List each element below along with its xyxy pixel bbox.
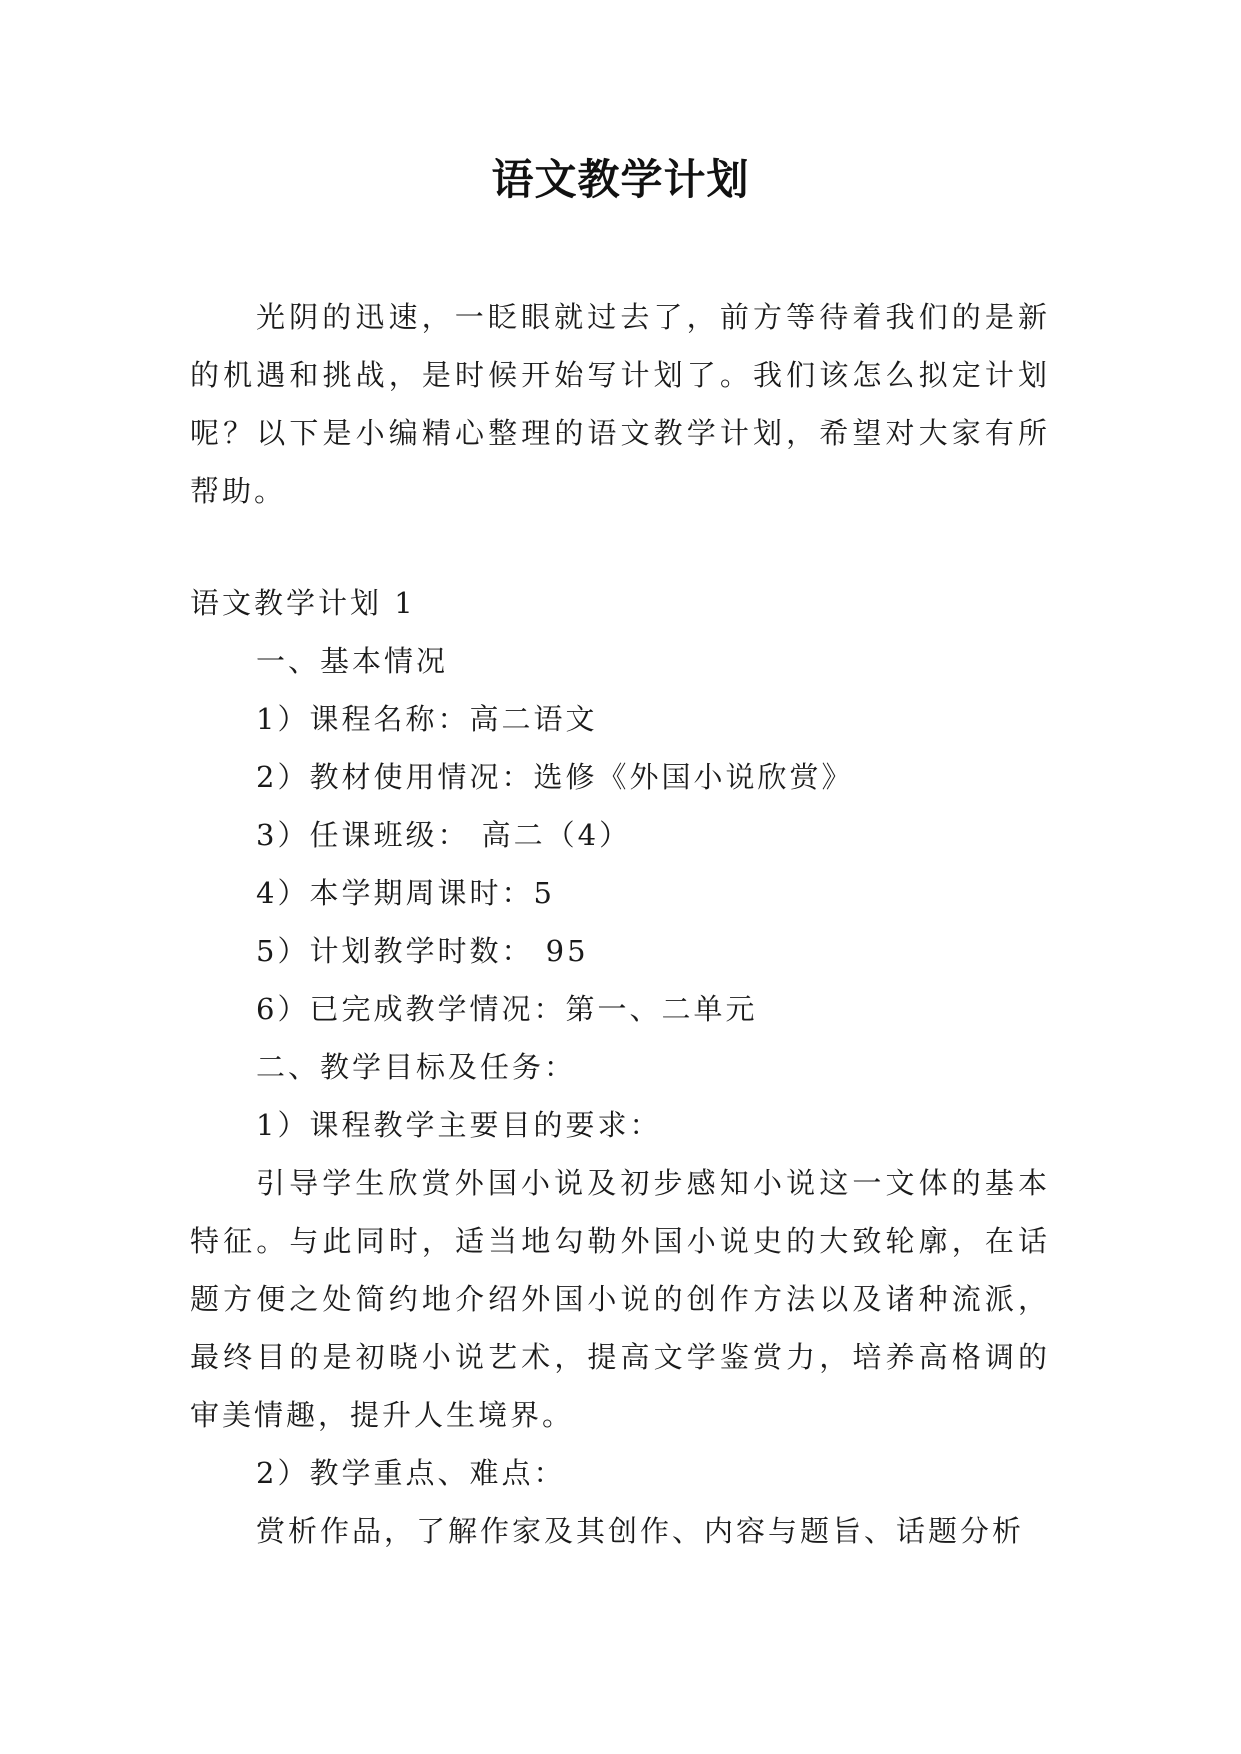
textbook-line: 2）教材使用情况：选修《外国小说欣赏》 [256, 760, 854, 794]
weekly-hours-line: 4）本学期周课时：5 [256, 876, 555, 910]
document-title: 语文教学计划 [491, 155, 750, 204]
intro-paragraph: 光阴的迅速，一眨眼就过去了，前方等待着我们的是新的机遇和挑战，是时候开始写计划了。我们该怎么拟定计划呢？以下是小编精心整理的语文教学计划，希望对大家有所帮助。 [190, 300, 1050, 508]
paragraph-spacer [190, 520, 1050, 574]
class-line: 3）任课班级： 高二（4） [256, 818, 632, 852]
course-goals-subheading: 1）课程教学主要目的要求： [256, 1108, 662, 1142]
completed-units-line: 6）已完成教学情况：第一、二单元 [256, 992, 758, 1026]
document-body [190, 288, 1050, 1560]
course-name-line: 1）课程名称：高二语文 [256, 702, 598, 736]
goals-paragraph: 引导学生欣赏外国小说及初步感知小说这一文体的基本特征。与此同时，适当地勾勒外国小说史的大致轮廓，在话题方便之处简约地介绍外国小说的创作方法以及诸种流派，最终目的是初晓小说艺术，提高文学鉴赏力，培养高格调的审美情趣，提升人生境界。 [190, 1166, 1050, 1432]
goals-heading: 二、教学目标及任务： [256, 1050, 577, 1084]
key-points-subheading: 2）教学重点、难点： [256, 1456, 566, 1490]
planned-hours-line: 5）计划教学时数： 95 [256, 934, 589, 968]
basic-info-heading: 一、基本情况 [256, 644, 449, 678]
key-points-paragraph: 赏析作品，了解作家及其创作、内容与题旨、话题分析 [256, 1514, 1025, 1548]
section-heading: 语文教学计划 1 [190, 586, 416, 620]
